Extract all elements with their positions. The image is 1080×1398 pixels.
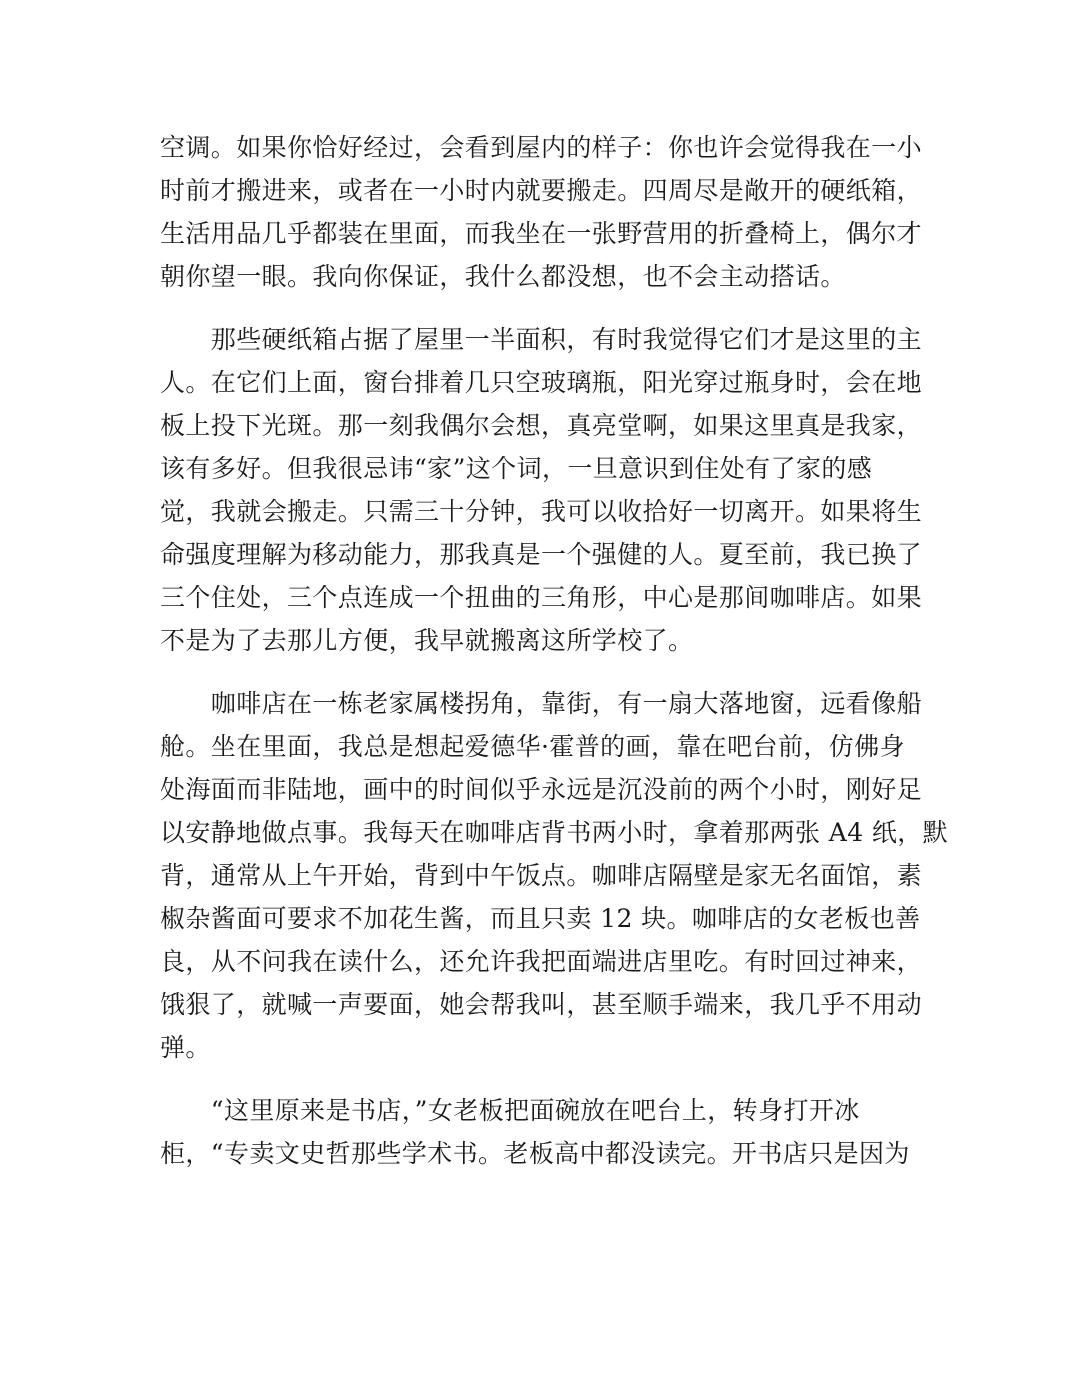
text-line: 良，从不问我在读什么，还允许我把面端进店里吃。有时回过神来， [160,947,923,976]
text-line: 该有多好。但我很忌讳“家”这个词，一旦意识到住处有了家的感 [160,454,873,483]
text-line: 时前才搬进来，或者在一小时内就要搬走。四周尽是敞开的硬纸箱， [160,176,923,205]
paragraph-3 [160,682,949,1069]
text-line: 弹。 [160,1033,211,1062]
text-line: 那些硬纸箱占据了屋里一半面积，有时我觉得它们才是这里的主 [160,325,923,354]
text-line: 柜，“专卖文史哲那些学术书。老板高中都没读完。开书店只是因为 [160,1139,910,1168]
text-line: 觉，我就会搬走。只需三十分钟，我可以收拾好一切离开。如果将生 [160,497,923,526]
paragraph-4 [160,1089,920,1175]
text-line: 舱。坐在里面，我总是想起爱德华·霍普的画，靠在吧台前，仿佛身 [160,732,905,761]
text-line: 椒杂酱面可要求不加花生酱，而且只卖 12 块。咖啡店的女老板也善 [160,904,921,933]
text-line: 三个住处，三个点连成一个扭曲的三角形，中心是那间咖啡店。如果 [160,583,923,612]
text-line: 朝你望一眼。我向你保证，我什么都没想，也不会主动搭话。 [160,262,846,291]
text-line: “这里原来是书店，”女老板把面碗放在吧台上，转身打开冰 [160,1096,860,1125]
paragraph-spacer [160,298,920,318]
paragraph-spacer [160,1069,920,1089]
text-line: 咖啡店在一栋老家属楼拐角，靠街，有一扇大落地窗，远看像船 [160,689,923,718]
body-text [160,126,949,1175]
text-line: 不是为了去那儿方便，我早就搬离这所学校了。 [160,626,694,655]
text-line: 空调。如果你恰好经过，会看到屋内的样子：你也许会觉得我在一小 [160,133,923,162]
text-line: 人。在它们上面，窗台排着几只空玻璃瓶，阳光穿过瓶身时，会在地 [160,368,923,397]
paragraph-1 [160,126,923,298]
text-line: 以安静地做点事。我每天在咖啡店背书两小时，拿着那两张 A4 纸，默 [160,818,949,847]
text-line: 生活用品几乎都装在里面，而我坐在一张野营用的折叠椅上，偶尔才 [160,219,923,248]
paragraph-spacer [160,662,920,682]
text-line: 背，通常从上午开始，背到中午饭点。咖啡店隔壁是家无名面馆，素 [160,861,923,890]
paragraph-2 [160,318,923,662]
text-line: 饿狠了，就喊一声要面，她会帮我叫，甚至顺手端来，我几乎不用动 [160,990,923,1019]
text-line: 处海面而非陆地，画中的时间似乎永远是沉没前的两个小时，刚好足 [160,775,923,804]
text-line: 命强度理解为移动能力，那我真是一个强健的人。夏至前，我已换了 [160,540,923,569]
text-line: 板上投下光斑。那一刻我偶尔会想，真亮堂啊，如果这里真是我家， [160,411,923,440]
